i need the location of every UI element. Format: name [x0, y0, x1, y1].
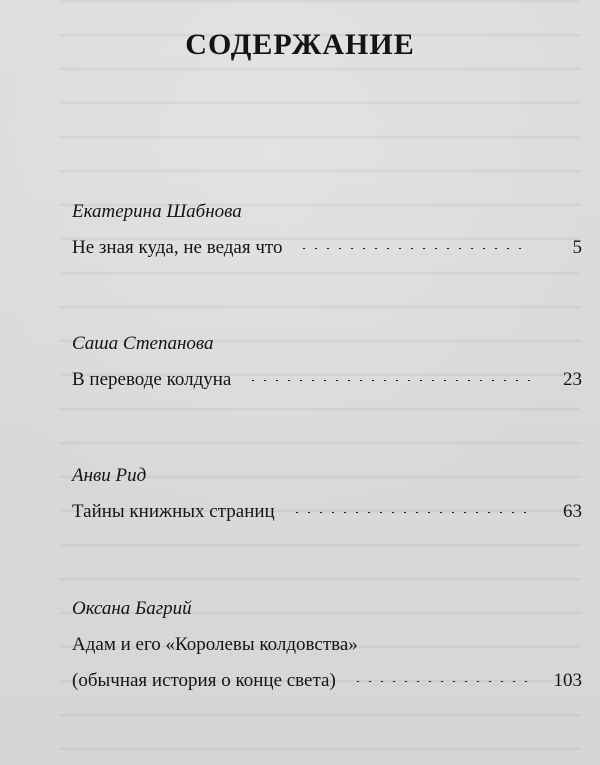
page-title: СОДЕРЖАНИЕ	[185, 28, 415, 61]
toc-entry	[72, 464, 582, 524]
entry-page-number: 5	[572, 237, 582, 258]
entry-page-number: 23	[563, 369, 582, 390]
dot-leaders	[247, 380, 530, 381]
entry-row	[72, 669, 582, 693]
toc-entry	[72, 332, 582, 392]
entry-author: Саша Степанова	[72, 333, 214, 354]
entry-title-line-1: Адам и его «Королевы колдовства»	[72, 634, 358, 655]
entry-row	[72, 236, 582, 260]
entry-author: Анви Рид	[72, 465, 147, 486]
dot-leaders	[298, 248, 530, 249]
dot-leaders	[352, 681, 530, 682]
entry-title-line-2: (обычная история о конце света)	[72, 670, 336, 691]
entry-row	[72, 368, 582, 392]
entry-author: Екатерина Шабнова	[72, 201, 242, 222]
entry-title: Не зная куда, не ведая что	[72, 237, 283, 258]
toc-entry	[72, 597, 582, 693]
entry-author: Оксана Багрий	[72, 598, 192, 619]
entry-row	[72, 500, 582, 524]
toc-entry	[72, 200, 582, 260]
entry-title: В переводе колдуна	[72, 369, 232, 390]
entry-title: Тайны книжных страниц	[72, 501, 275, 522]
entry-page-number: 63	[563, 501, 582, 522]
dot-leaders	[291, 512, 530, 513]
entry-page-number: 103	[553, 670, 582, 691]
